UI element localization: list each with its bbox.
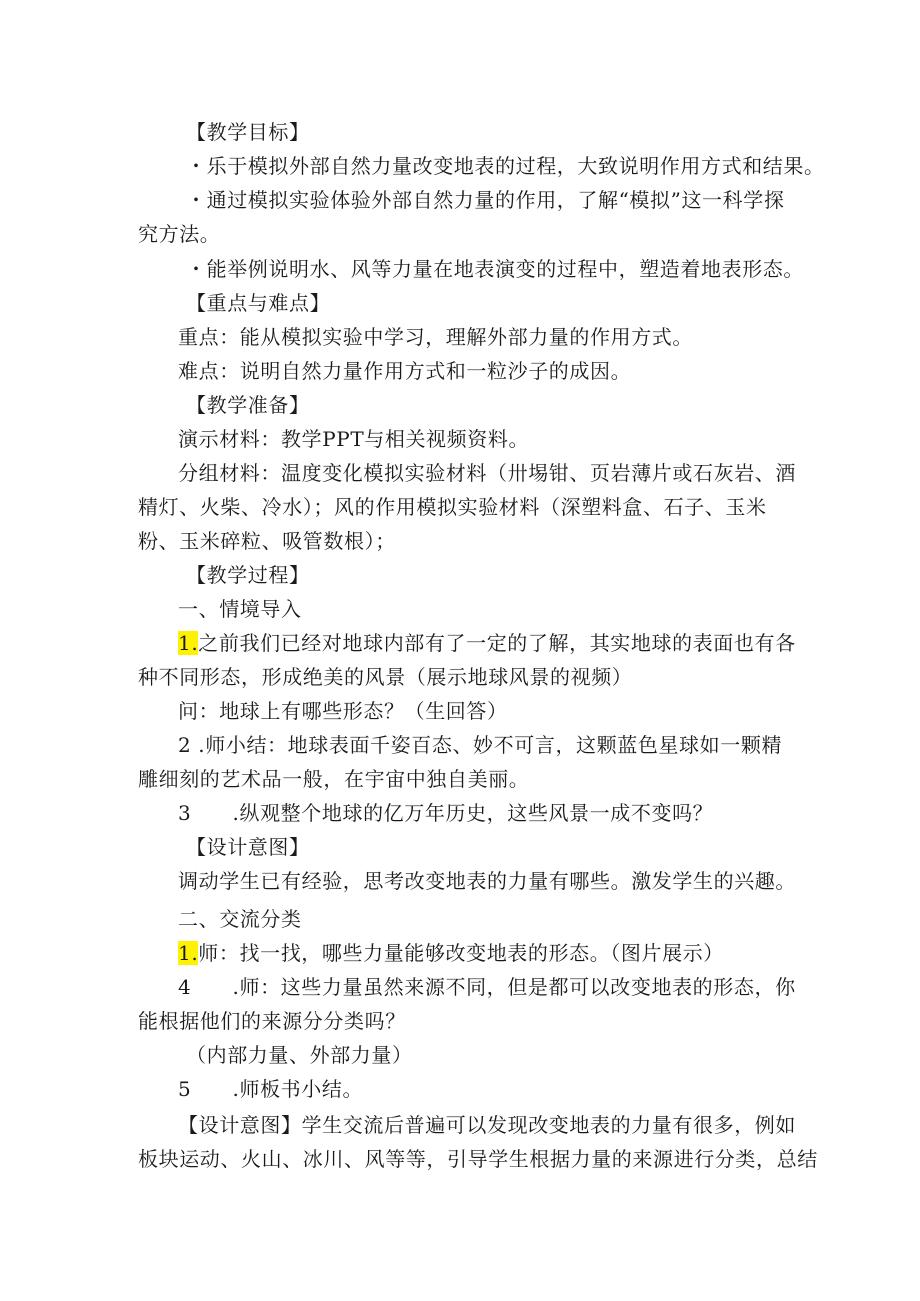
goal-item-2: ・通过模拟实验体验外部自然力量的作用，了解“模拟”这一科学探 xyxy=(186,188,785,212)
group-materials-cont-1: 精灯、火柴、冷水）；风的作用模拟实验材料（深塑料盒、石子、玉米 xyxy=(138,495,767,519)
item-1-line xyxy=(178,629,796,657)
goal-item-1: ・乐于模拟外部自然力量改变地表的过程，大致说明作用方式和结果。 xyxy=(186,154,825,178)
heading-preparation: 【教学准备】 xyxy=(186,393,310,417)
group-materials-cont-2: 粉、玉米碎粒、吸管数根）； xyxy=(138,529,396,553)
item-3-line: 3 .纵观整个地球的亿万年历史，这些风景一成不变吗？ xyxy=(178,801,714,825)
forces-note: （内部力量、外部力量） xyxy=(186,1043,413,1067)
item-5-line: 5 .师板书小结。 xyxy=(178,1077,364,1101)
section-1-title: 一、情境导入 xyxy=(178,597,302,621)
item-2-line: 2 .师小结：地球表面千姿百态、妙不可言，这颗蓝色星球如一颗精 xyxy=(178,733,783,757)
goal-item-2-cont: 究方法。 xyxy=(138,222,221,246)
design-intent-2-cont: 板块运动、火山、冰川、风等等，引导学生根据力量的来源进行分类，总结 xyxy=(138,1147,818,1171)
item-1-cont: 种不同形态，形成绝美的风景（展示地球风景的视频） xyxy=(138,665,633,689)
difficult-point: 难点：说明自然力量作用方式和一粒沙子的成因。 xyxy=(178,359,632,383)
highlighted-number: 1. xyxy=(178,941,199,965)
section-2-item-1-text: 师：找一找，哪些力量能够改变地表的形态。（图片展示） xyxy=(198,941,724,965)
design-intent-2-text: 【设计意图】学生交流后普遍可以发现改变地表的力量有很多，例如 xyxy=(178,1113,796,1137)
section-2-title: 二、交流分类 xyxy=(178,907,302,931)
item-1-text: 之前我们已经对地球内部有了一定的了解，其实地球的表面也有各 xyxy=(198,631,796,655)
group-materials: 分组材料：温度变化模拟实验材料（卅埸钳、页岩薄片或石灰岩、酒 xyxy=(178,461,796,485)
heading-process: 【教学过程】 xyxy=(186,563,310,587)
key-point: 重点：能从模拟实验中学习，理解外部力量的作用方式。 xyxy=(178,325,693,349)
heading-design-intent-1: 【设计意图】 xyxy=(186,835,310,859)
item-4-cont: 能根据他们的来源分分类吗？ xyxy=(138,1009,406,1033)
demo-materials: 演示材料：教学PPT与相关视频资料。 xyxy=(178,427,530,451)
question-line: 问：地球上有哪些形态？（生回答） xyxy=(178,699,508,723)
design-intent-1-text: 调动学生已有经验，思考改变地表的力量有哪些。激发学生的兴趣。 xyxy=(178,869,796,893)
goal-item-3: ・能举例说明水、风等力量在地表演变的过程中，塑造着地表形态。 xyxy=(186,257,804,281)
heading-key-difficult: 【重点与难点】 xyxy=(186,291,331,315)
heading-teaching-goals: 【教学目标】 xyxy=(186,120,310,144)
highlighted-number: 1. xyxy=(178,631,199,655)
item-4-line: 4 .师：这些力量虽然来源不同，但是都可以改变地表的形态，你 xyxy=(178,975,796,999)
section-2-item-1-line xyxy=(178,939,724,967)
item-2-cont: 雕细刻的艺术品一般，在宇宙中独自美丽。 xyxy=(138,767,530,791)
